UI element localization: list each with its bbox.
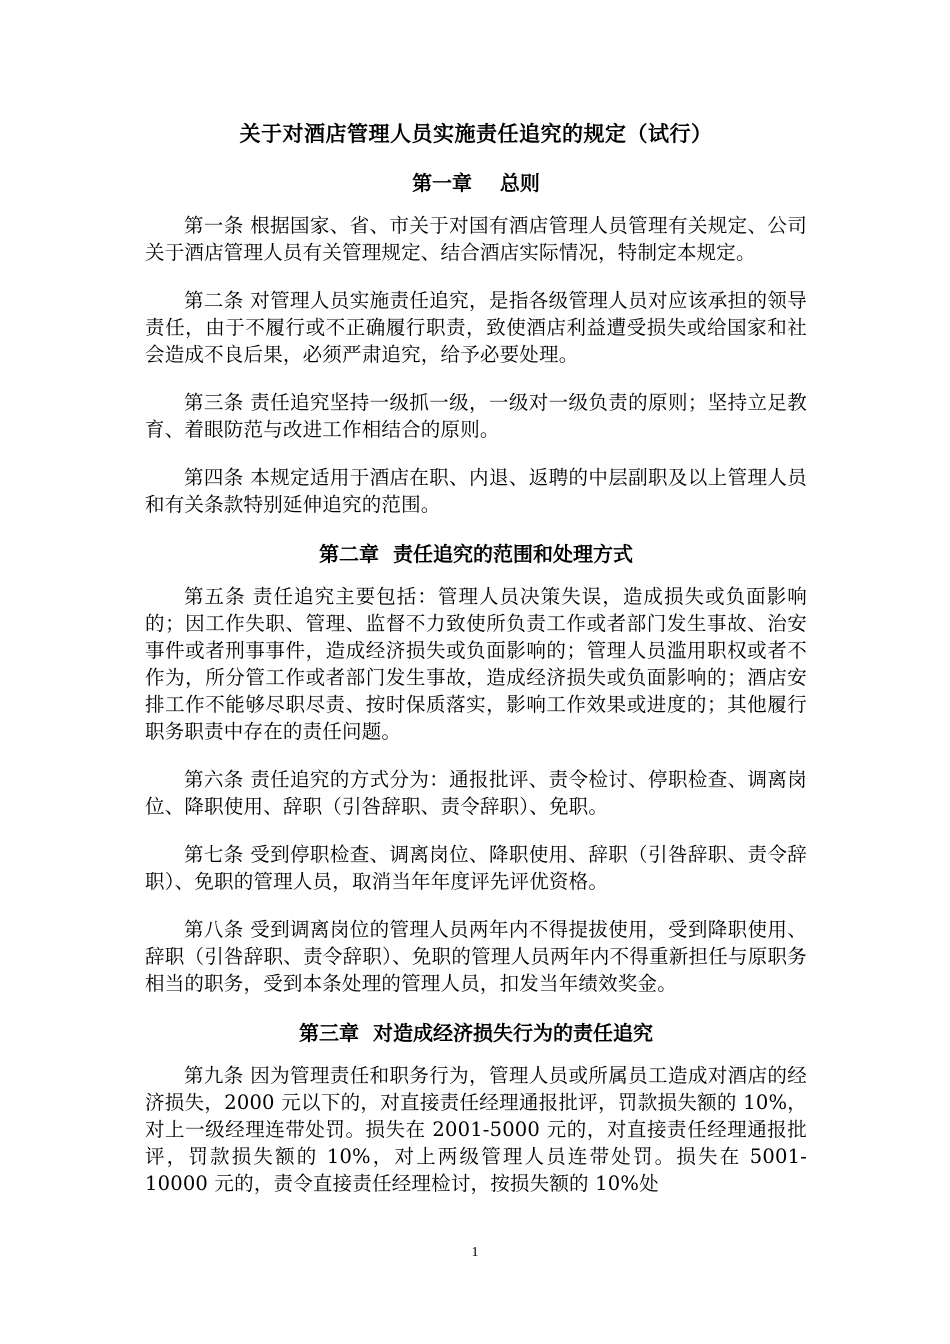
article-7: 第七条 受到停职检查、调离岗位、降职使用、辞职（引咎辞职、责令辞职）、免职的管理人员，取消当年年度评先评优资格。 (145, 843, 807, 893)
chapter-3-heading: 第三章 对造成经济损失行为的责任追究 (299, 1021, 653, 1045)
article-2: 第二条 对管理人员实施责任追究，是指各级管理人员对应该承担的领导责任，由于不履行或不正确履行职责，致使酒店利益遭受损失或给国家和社会造成不良后果，必须严肃追究，给予必要处理。 (145, 289, 807, 366)
chapter-2-heading: 第二章 责任追究的范围和处理方式 (319, 542, 633, 566)
chapter-1-heading: 第一章 总则 (412, 171, 540, 195)
article-5: 第五条 责任追究主要包括：管理人员决策失误，造成损失或负面影响的；因工作失职、管理、监督不力致使所负责工作或者部门发生事故、治安事件或者刑事事件，造成经济损失或负面影响的；管理人员滥用职权或者不作为，所分管工作或者部门发生事故，造成经济损失或负面影响的；酒店安排工作不能够尽职尽责、按时保质落实，影响工作效果或进度的；其他履行职务职责中存在的责任问题。 (145, 585, 807, 743)
article-9: 第九条 因为管理责任和职务行为，管理人员或所属员工造成对酒店的经济损失，2000 元以下的，对直接责任经理通报批评，罚款损失额的 10%，对上一级经理连带处罚。损失在 2001-5000 元的，对直接责任经理通报批评，罚款损失额的 10%，对上两级管理人员连带处罚。损失在 5001-10000 元的，责令直接责任经理检讨，按损失额的 10%处 (145, 1064, 807, 1195)
article-1: 第一条 根据国家、省、市关于对国有酒店管理人员管理有关规定、公司关于酒店管理人员有关管理规定、结合酒店实际情况，特制定本规定。 (145, 214, 807, 264)
article-3: 第三条 责任追究坚持一级抓一级，一级对一级负责的原则；坚持立足教育、着眼防范与改进工作相结合的原则。 (145, 391, 807, 441)
document-body (145, 118, 807, 1197)
page-number: 1 (471, 1245, 479, 1260)
document-title: 关于对酒店管理人员实施责任追究的规定（试行） (239, 121, 713, 146)
article-8: 第八条 受到调离岗位的管理人员两年内不得提拔使用，受到降职使用、辞职（引咎辞职、责令辞职）、免职的管理人员两年内不得重新担任与原职务相当的职务，受到本条处理的管理人员，扣发当年绩效奖金。 (145, 918, 807, 995)
article-4: 第四条 本规定适用于酒店在职、内退、返聘的中层副职及以上管理人员和有关条款特别延伸追究的范围。 (145, 466, 807, 516)
article-6: 第六条 责任追究的方式分为：通报批评、责令检讨、停职检查、调离岗位、降职使用、辞职（引咎辞职、责令辞职）、免职。 (145, 768, 807, 818)
